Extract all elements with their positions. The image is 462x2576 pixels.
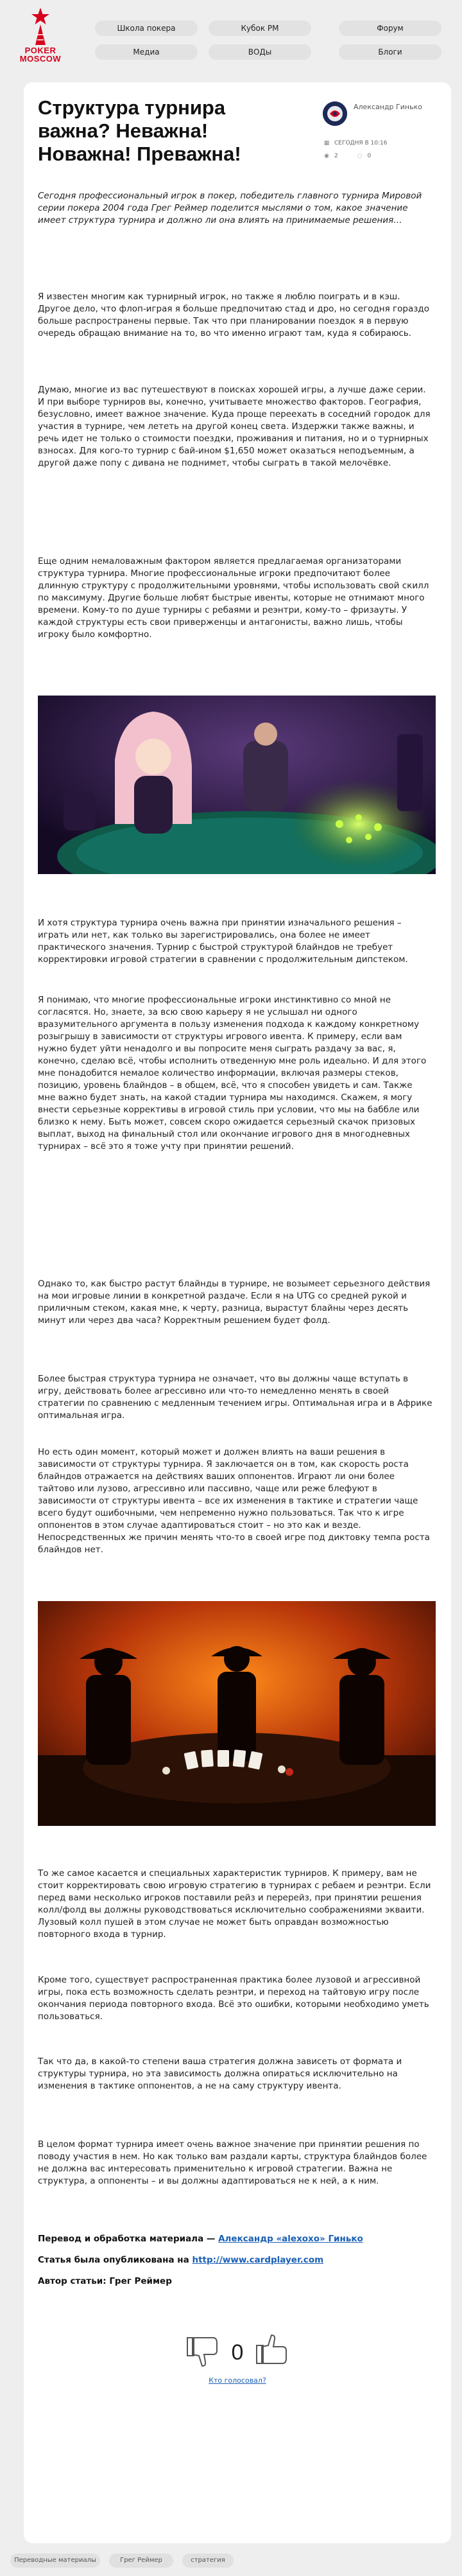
logo-text-poker: POKER: [24, 46, 56, 55]
paragraph-7: Более быстрая структура турнира не означает, что вы должны чаще вступать в игру, действовать более агрессивно или что-то немедленно менять в своей стратегии по сравнению с медленным течением игры. Оптимальная игра и в Африке оптимальная игра.: [38, 1374, 432, 1421]
nav-cup-rm[interactable]: Кубок РМ: [209, 21, 311, 36]
date-row: [323, 140, 387, 146]
views-count: 2: [334, 153, 338, 159]
voters-link-row: [24, 2376, 451, 2385]
logo-text-moscow: MOSCOW: [19, 54, 62, 64]
article-title: Структура турнира важна? Неважна! Новажна! Преважна!: [38, 96, 241, 165]
stats-row: [323, 153, 371, 159]
paragraph-2: Думаю, многие из вас путешествуют в поисках хорошей игры, а лучше даже серии. И при выборе турниров вы, конечно, учитываете множество факторов. География, безусловно, имеет важное значение. Куда проще переехать в соседний городок для участия в турнире, чем лететь на другой конец света. Издержки также важны, и речь идет не только о стоимости поездки, проживания и питания, но и о турнирных взносах. Для кого-то турнир с бай-ином $1,650 может оказаться неподъемным, а другой даже попу с дивана не поднимет, чтобы сыграть в такой мелочёвке.: [38, 385, 431, 468]
avatar-image-icon: [323, 101, 347, 126]
site-logo[interactable]: [12, 6, 69, 71]
vote-block: [24, 2331, 451, 2370]
tag-strategy[interactable]: стратегия: [182, 2554, 234, 2568]
paragraph-12: В целом формат турнира имеет очень важное значение при принятии решения по поводу участия в нем. Но как только вам раздали карты, структура блайндов более не должна вас интересовать применительно к игровой стратегии. Важна не структура, а оппоненты – и вы должны адаптироваться не к ней, а к ним.: [38, 2139, 427, 2186]
paragraph-5: Я понимаю, что многие профессиональные игроки инстинктивно со мной не согласятся. Но, знаете, за всю свою карьеру я не услышал ни одного вразумительного аргумента в пользу изменения подхода к каждому конкретному розыгрышу в зависимости от структуры игрового ивента. К примеру, если вам нужно будет уйти ненадолго и вы попросите меня сыграть раздачу за вас, я, конечно, сделаю всё, чтобы исполнить отведенную мне роль идеально. И для этого мне понадобится немалое количество информации, включая размеры стеков, позицию, уровень блайндов – в общем, всё, что я способен увидеть и сам. Также мне важно будет знать, на какой стадии турнира мы находимся. Скажем, я могу внести серьезные коррективы в игровой стиль при условии, что мы на баббле или близко к нему. Быть может, совсем скоро ожидается серьезный скачок призовых выплат, выход на финальный стол или окончание игрового дня в многодневных турнирах – всё это я тоже учту при принятии решений.: [38, 995, 427, 1152]
paragraph-6: Однако то, как быстро растут блайнды в турнире, не возымеет серьезного действия на мои игровые линии в конкретной раздаче. Если я на UTG со средней рукой и приличным стеком, какая мне, к черту, разница, вырастут блайны через десять минут или через два часа? Корректным решением будет фолд.: [38, 1279, 431, 1326]
publish-date: СЕГОДНЯ В 10:16: [334, 140, 388, 146]
paragraph-10: Кроме того, существует распространенная практика более лузовой и агрессивной игры, пока есть возможность сделать реэнтри, и переход на тайтовую игру после окончания периода повторного входа. Всё это ошибки, которыми необходимо уметь пользоваться.: [38, 1975, 429, 2022]
article-card: [24, 82, 451, 2543]
nav-media[interactable]: Медиа: [95, 44, 198, 60]
nav-poker-school[interactable]: Школа покера: [95, 21, 198, 36]
comment-icon: ◌: [357, 153, 363, 159]
tag-greg-raymer[interactable]: Грег Реймер: [109, 2554, 173, 2568]
article-lead: Сегодня профессиональный игрок в покер, победитель главного турнира Мировой серии покера 2004 года Грег Реймер поделится мыслями о том, какое значение имеет структура турнира и должно ли она влиять на принимаемые решения…: [38, 191, 422, 225]
paragraph-11: Так что да, в какой-то степени ваша стратегия должна зависеть от формата и структуры турнира, но эта зависимость должна опираться исключительно на изменения в тактике оппонентов, а не на саму структуру ивента.: [38, 2056, 402, 2091]
thumbs-up-icon[interactable]: [257, 2335, 286, 2363]
paragraph-9: То же самое касается и специальных характеристик турниров. К примеру, вам не стоит корректировать свою игровую стратегию в турнирах с ребаем и реэнтри. Если перед вами несколько игроков поставили рейз и перерейз, при принятии решения колл/фолд вы должны руководствоваться исключительно соображениями экваити. Лузовый колл пушей в этом случае не может быть оправдан возможностью повторного входа в турнир.: [38, 1868, 431, 1940]
vote-count: 0: [231, 2340, 244, 2365]
article-image-casino: [38, 696, 436, 874]
comments-count[interactable]: 0: [367, 153, 372, 159]
credits-translation: [38, 2234, 363, 2244]
poker-game-illustration-icon: [38, 1601, 436, 1826]
thumbs-down-icon[interactable]: [187, 2338, 217, 2366]
paragraph-8: Но есть один момент, который может и должен влиять на ваши решения в зависимости от структуры турнира. Я заключается он в том, как скорость роста блайндов отражается на действиях ваших оппонентов. Играют ли они более тайтово или лузово, агрессивно или пассивно, чаще или реже блефуют в зависимости от структуры ивента – все их изменения в тактике и стратегии чаще всего будут ошибочными, чем непременно нужно пользоваться. Так что к игре оппонентов в этом случае адаптироваться стоит – но это как и везде. Непосредственных же причин менять что-то в своей игре под диктовку темпа роста блайндов нет.: [38, 1447, 430, 1555]
credits-published-prefix: Статья была опубликована на: [38, 2255, 189, 2265]
nav-blogs[interactable]: Блоги: [339, 44, 441, 60]
author-avatar[interactable]: [323, 101, 347, 126]
credits-source: [38, 2255, 323, 2265]
nav-vody[interactable]: ВОДы: [209, 44, 311, 60]
credits-author-name: Грег Реймер: [109, 2276, 172, 2286]
calendar-icon: ▦: [323, 140, 330, 146]
author-name[interactable]: Александр Гинько: [354, 103, 422, 111]
paragraph-3: Еще одним немаловажным фактором является предлагаемая организаторами структура турнира. Многие профессиональные игроки предпочитают более длинную структуру с продолжительными уровнями, чтобы использовать свой скилл по максимуму. Другие больше любят быстрые ивенты, которые не отнимают много времени. Кому-то по душе турниры с ребаями и реэнтри, кому-то – фризауты. У каждой структуры есть свои приверженцы и антагонисты, важно лишь, чтобы игроку было комфортно.: [38, 556, 429, 640]
translator-link[interactable]: Александр «alexoxo» Гинько: [218, 2234, 363, 2244]
paragraph-4: И хотя структура турнира очень важна при принятии изначального решения – играть или нет, как только вы зарегистрировались, она более не имеет практического значения. Турнир с быстрой структурой блайндов не требует корректировки игровой стратегии в сравнении с продолжительным дипстеком.: [38, 918, 408, 965]
vote-controls: [173, 2331, 302, 2370]
article-image-poker-game: [38, 1601, 436, 1826]
voters-link[interactable]: Кто голосовал?: [209, 2376, 266, 2385]
credits-translation-prefix: Перевод и обработка материала —: [38, 2234, 216, 2244]
site-header: [0, 0, 462, 76]
eye-icon: ◉: [324, 153, 329, 159]
credits-author: [38, 2276, 172, 2286]
paragraph-1: Я известен многим как турнирный игрок, но также я люблю поиграть и в кэш. Другое дело, что флоп-играя я больше предпочитаю стад и дро, но сегодня гораздо больше распространены первые. Так что при планировании поездок я в первую очередь обращаю внимание на то, во что именно играют там, куда я собираюсь.: [38, 292, 429, 338]
nav-forum[interactable]: Форум: [339, 21, 441, 36]
credits-author-prefix: Автор статьи:: [38, 2276, 107, 2286]
casino-illustration-icon: [38, 696, 436, 874]
star-tower-icon: [27, 6, 54, 46]
tag-translated[interactable]: Переводные материалы: [10, 2554, 100, 2568]
source-link[interactable]: http://www.cardplayer.com: [192, 2255, 324, 2265]
